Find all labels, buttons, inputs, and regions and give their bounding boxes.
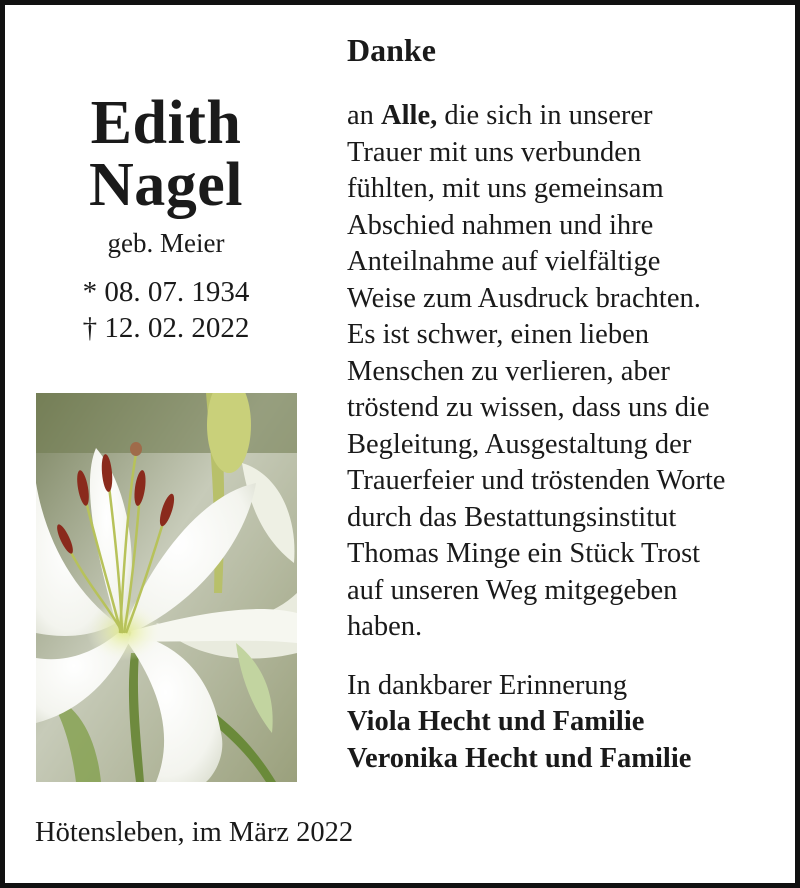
place-date: Hötensleben, im März 2022: [35, 817, 354, 848]
message-line: [347, 98, 787, 135]
heading-danke: Danke: [347, 32, 436, 68]
message-line: Abschied nahmen und ihre: [347, 209, 654, 241]
birth-date: * 08. 07. 1934: [82, 276, 250, 308]
message-line: Es ist schwer, einen lieben: [347, 319, 649, 350]
message-line: auf unseren Weg mitgegeben: [347, 574, 678, 606]
message-line: Begleitung, Ausgestaltung der: [347, 428, 692, 460]
thanks-message: [347, 30, 787, 777]
message-line: haben.: [347, 611, 423, 642]
signature-line-1: Viola Hecht und Familie: [347, 706, 645, 737]
message-line: Trauerfeier und tröstenden Worte: [347, 465, 726, 496]
message-line: Menschen zu verlieren, aber: [347, 355, 670, 387]
message-line: tröstend zu wissen, dass uns die: [347, 392, 710, 423]
death-date: † 12. 02. 2022: [82, 312, 250, 344]
message-line: Anteilnahme auf vielfältige: [347, 246, 661, 277]
message-lead-bold: Alle,: [381, 100, 438, 131]
message-line-text: die sich in unserer: [437, 100, 653, 131]
maiden-name: geb. Meier: [107, 228, 225, 258]
deceased-block: [35, 89, 297, 346]
first-name: Edith: [90, 89, 242, 157]
lily-photo: [36, 393, 297, 782]
message-line: Weise zum Ausdruck brachten.: [347, 282, 701, 314]
message-line: durch das Bestattungsinstitut: [347, 501, 677, 533]
last-name: Nagel: [88, 151, 244, 219]
message-line: Trauer mit uns verbunden: [347, 136, 642, 168]
life-dates: [35, 274, 297, 346]
signature-block: [347, 668, 787, 778]
signature-line-2: Veronika Hecht und Familie: [347, 742, 692, 774]
message-lead: an: [347, 100, 382, 131]
message-line: fühlten, mit uns gemeinsam: [347, 173, 664, 204]
message-line: Thomas Minge ein Stück Trost: [347, 538, 701, 569]
message-body: [347, 98, 787, 646]
signature-intro: In dankbarer Erinnerung: [347, 669, 628, 701]
